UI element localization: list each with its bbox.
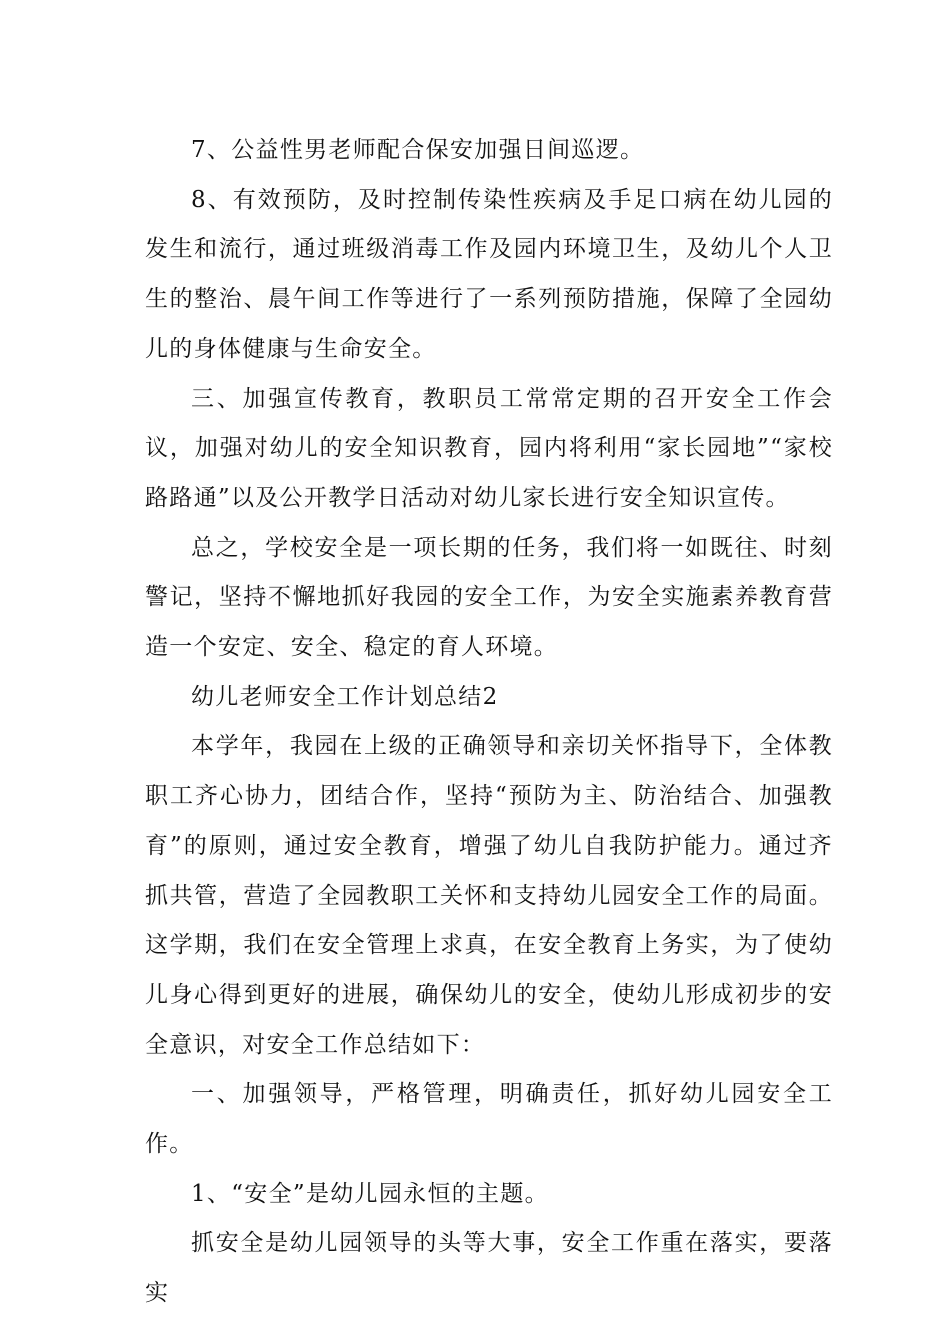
- section-title: 幼儿老师安全工作计划总结2: [191, 683, 499, 710]
- paragraph-item-8: 8、有效预防，及时控制传染性疾病及手足口病在幼儿园的发生和流行，通过班级消毒工作及园内环境卫生，及幼儿个人卫生的整治、晨午间工作等进行了一系列预防措施，保障了全园幼儿的身体健康与生命安全。: [145, 186, 833, 362]
- paragraph-safety-priority: 抓安全是幼儿园领导的头等大事，安全工作重在落实，要落实: [145, 1230, 833, 1307]
- paragraph-item-7: 7、公益性男老师配合保安加强日间巡逻。: [191, 137, 645, 163]
- document-body: [145, 126, 833, 1319]
- paragraph-section-three: 三、加强宣传教育，教职员工常常定期的召开安全工作会议，加强对幼儿的安全知识教育，园内将利用“家长园地”“家校路路通”以及公开教学日活动对幼儿家长进行安全知识宣传。: [145, 385, 833, 511]
- paragraph-conclusion: 总之，学校安全是一项长期的任务，我们将一如既往、时刻警记，坚持不懈地抓好我园的安全工作，为安全实施素养教育营造一个安定、安全、稳定的育人环境。: [145, 534, 833, 661]
- paragraph-section-one: 一、加强领导，严格管理，明确责任，抓好幼儿园安全工作。: [145, 1081, 833, 1158]
- paragraph-item-1: 1、“安全”是幼儿园永恒的主题。: [191, 1180, 549, 1207]
- paragraph-intro: 本学年，我园在上级的正确领导和亲切关怀指导下，全体教职工齐心协力，团结合作，坚持“预防为主、防治结合、加强教育”的原则，通过安全教育，增强了幼儿自我防护能力。通过齐抓共管，营造了全园教职工关怀和支持幼儿园安全工作的局面。这学期，我们在安全管理上求真，在安全教育上务实，为了使幼儿身心得到更好的进展，确保幼儿的安全，使幼儿形成初步的安全意识，对安全工作总结如下：: [145, 733, 833, 1058]
